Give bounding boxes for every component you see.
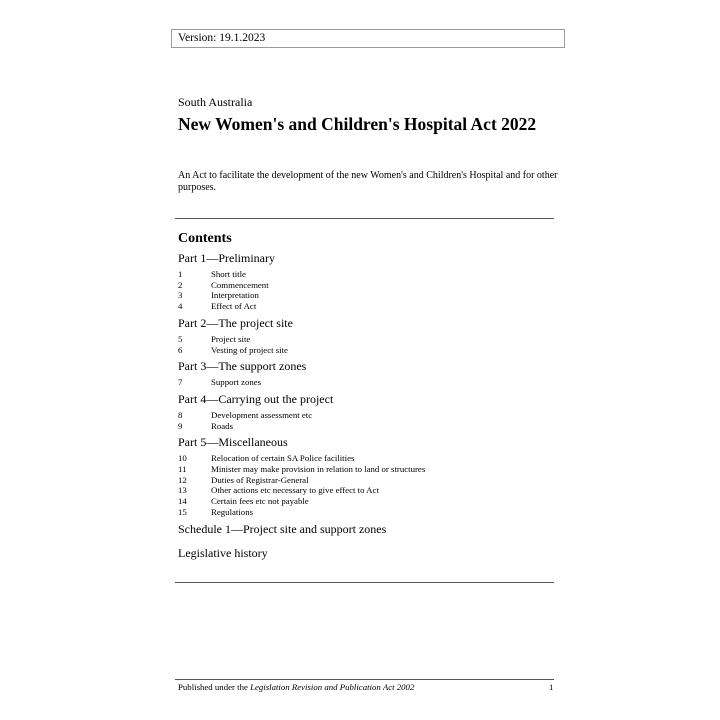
part-heading[interactable]: Part 5—Miscellaneous — [178, 435, 288, 450]
section-title: Certain fees etc not payable — [211, 496, 309, 507]
section-entry[interactable] — [178, 334, 558, 345]
part-heading[interactable]: Part 2—The project site — [178, 315, 293, 330]
section-number: 15 — [178, 506, 187, 517]
divider-bottom — [175, 582, 554, 583]
section-entry[interactable] — [178, 377, 558, 388]
section-entry[interactable] — [178, 421, 558, 432]
section-title: Interpretation — [211, 290, 259, 301]
part-1 — [178, 251, 558, 312]
part-2 — [178, 316, 558, 355]
contents-heading: Contents — [178, 231, 232, 246]
section-entry[interactable] — [178, 290, 558, 301]
section-title: Duties of Registrar-General — [211, 474, 309, 485]
part-5 — [178, 435, 558, 517]
section-number: 6 — [178, 344, 183, 355]
section-number: 14 — [178, 496, 187, 507]
page-number: 1 — [549, 682, 554, 692]
section-number: 11 — [178, 464, 187, 475]
section-number: 10 — [178, 453, 187, 464]
part-heading[interactable]: Part 4—Carrying out the project — [178, 391, 334, 406]
section-title: Project site — [211, 333, 251, 344]
section-title: Commencement — [211, 279, 269, 290]
section-entry[interactable] — [178, 485, 558, 496]
section-entry[interactable] — [178, 301, 558, 312]
divider-top — [175, 218, 554, 219]
footer-divider — [175, 679, 554, 680]
section-number: 12 — [178, 474, 187, 485]
part-3 — [178, 359, 558, 388]
section-entry[interactable] — [178, 280, 558, 291]
section-number: 2 — [178, 279, 183, 290]
schedule-heading[interactable]: Schedule 1—Project site and support zones — [178, 521, 387, 536]
version-label: Version: 19.1.2023 — [171, 29, 565, 48]
section-title: Vesting of project site — [211, 344, 288, 355]
part-heading[interactable]: Part 1—Preliminary — [178, 251, 275, 265]
section-title: Other actions etc necessary to give effect to Act — [211, 485, 379, 496]
footer-publication-note — [178, 682, 414, 692]
section-number: 3 — [178, 290, 183, 301]
jurisdiction: South Australia — [178, 95, 253, 109]
section-entry[interactable] — [178, 464, 558, 475]
section-entry[interactable] — [178, 269, 558, 280]
section-title: Relocation of certain SA Police facilities — [211, 453, 355, 464]
section-entry[interactable] — [178, 507, 558, 518]
act-title: New Women's and Children's Hospital Act 2022 — [178, 114, 537, 134]
section-title: Support zones — [211, 377, 262, 388]
section-number: 9 — [178, 420, 183, 431]
section-number: 13 — [178, 485, 187, 496]
section-entry[interactable] — [178, 453, 558, 464]
section-title: Short title — [211, 269, 246, 279]
section-number: 5 — [178, 333, 183, 344]
legislative-history-heading[interactable]: Legislative history — [178, 545, 268, 560]
section-number: 7 — [178, 377, 183, 388]
section-entry[interactable] — [178, 410, 558, 421]
section-title: Minister may make provision in relation to land or structures — [211, 464, 426, 475]
section-number: 4 — [178, 301, 183, 312]
long-title: An Act to facilitate the development of the new Women's and Children's Hospital and for other purposes. — [178, 170, 558, 193]
section-title: Roads — [211, 420, 233, 431]
table-of-contents — [178, 231, 558, 561]
section-number: 1 — [178, 269, 183, 279]
section-title: Development assessment etc — [211, 409, 313, 420]
section-title: Regulations — [211, 506, 254, 517]
section-number: 8 — [178, 409, 183, 420]
footer-published-prefix: Published under the — [178, 682, 251, 692]
section-entry[interactable] — [178, 475, 558, 486]
section-entry[interactable] — [178, 345, 558, 356]
section-title: Effect of Act — [211, 301, 257, 312]
part-4 — [178, 392, 558, 431]
footer-published-act: Legislation Revision and Publication Act 2002 — [250, 682, 415, 692]
section-entry[interactable] — [178, 496, 558, 507]
part-heading[interactable]: Part 3—The support zones — [178, 359, 307, 374]
